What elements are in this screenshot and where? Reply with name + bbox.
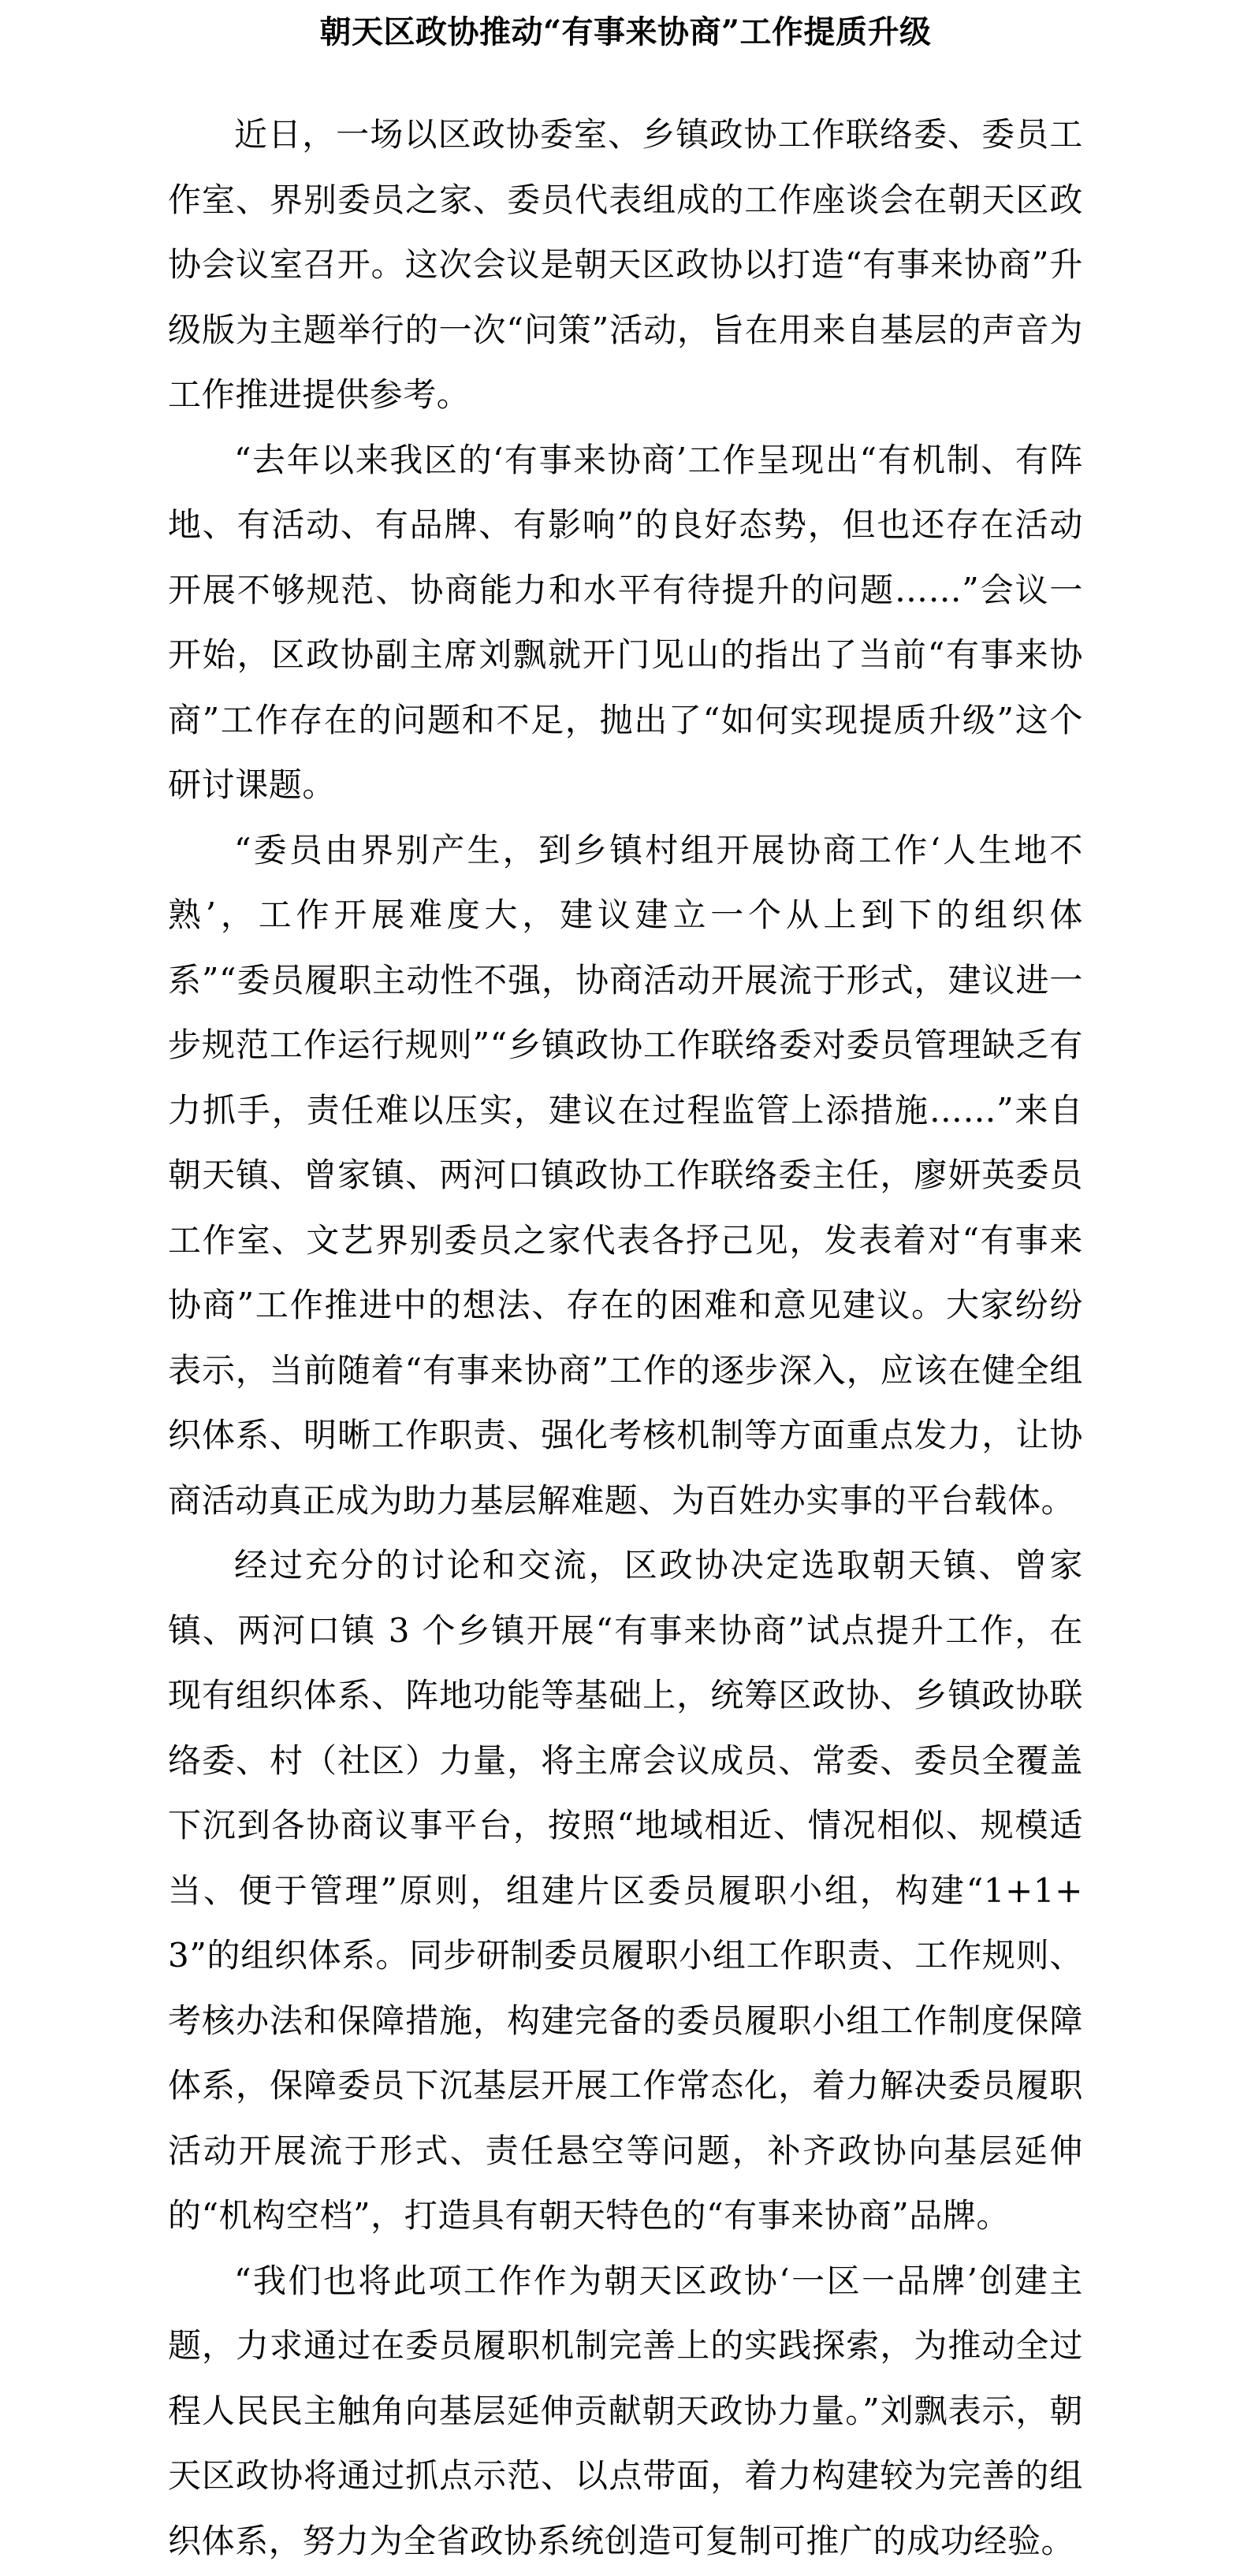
paragraph-4: 经过充分的讨论和交流，区政协决定选取朝天镇、曾家镇、两河口镇 3 个乡镇开展“有事来协商”试点提升工作，在现有组织体系、阵地功能等基础上，统筹区政协、乡镇政协联络委、村（社区）力量，将主席会议成员、常委、委员全覆盖下沉到各协商议事平台，按照“地域相近、情况相似、规模适当、便于管理”原则，组建片区委员履职小组，构建“1+1+3”的组织体系。同步研制委员履职小组工作职责、工作规则、考核办法和保障措施，构建完备的委员履职小组工作制度保障体系，保障委员下沉基层开展工作常态化，着力解决委员履职活动开展流于形式、责任悬空等问题，补齐政协向基层延伸的“机构空档”，打造具有朝天特色的“有事来协商”品牌。 [168,1546,1083,2235]
paragraph-1: 近日，一场以区政协委室、乡镇政协工作联络委、委员工作室、界别委员之家、委员代表组成的工作座谈会在朝天区政协会议室召开。这次会议是朝天区政协以打造“有事来协商”升级版为主题举行的一次“问策”活动，旨在用来自基层的声音为工作推进提供参考。 [168,115,1083,414]
document-title: 朝天区政协推动“有事来协商”工作提质升级 [319,13,932,50]
paragraph-2: “去年以来我区的‘有事来协商’工作呈现出“有机制、有阵地、有活动、有品牌、有影响”的良好态势，但也还存在活动开展不够规范、协商能力和水平有待提升的问题……”会议一开始，区政协副主席刘飘就开门见山的指出了当前“有事来协商”工作存在的问题和不足，抛出了“如何实现提质升级”这个研讨课题。 [168,440,1083,804]
paragraph-3: “委员由界别产生，到乡镇村组开展协商工作‘人生地不熟’，工作开展难度大，建议建立一个从上到下的组织体系”“委员履职主动性不强，协商活动开展流于形式，建议进一步规范工作运行规则”“乡镇政协工作联络委对委员管理缺乏有力抓手，责任难以压实，建议在过程监管上添措施……”来自朝天镇、曾家镇、两河口镇政协工作联络委主任，廖妍英委员工作室、文艺界别委员之家代表各抒己见，发表着对“有事来协商”工作推进中的想法、存在的困难和意见建议。大家纷纷表示，当前随着“有事来协商”工作的逐步深入，应该在健全组织体系、明晰工作职责、强化考核机制等方面重点发力，让协商活动真正成为助力基层解难题、为百姓办实事的平台载体。 [168,830,1083,1520]
paragraph-5: “我们也将此项工作作为朝天区政协‘一区一品牌’创建主题，力求通过在委员履职机制完善上的实践探索，为推动全过程人民民主触角向基层延伸贡献朝天政协力量。”刘飘表示，朝天区政协将通过抓点示范、以点带面，着力构建较为完善的组织体系，努力为全省政协系统创造可复制可推广的成功经验。 [168,2261,1083,2560]
document-body [168,102,1083,2574]
